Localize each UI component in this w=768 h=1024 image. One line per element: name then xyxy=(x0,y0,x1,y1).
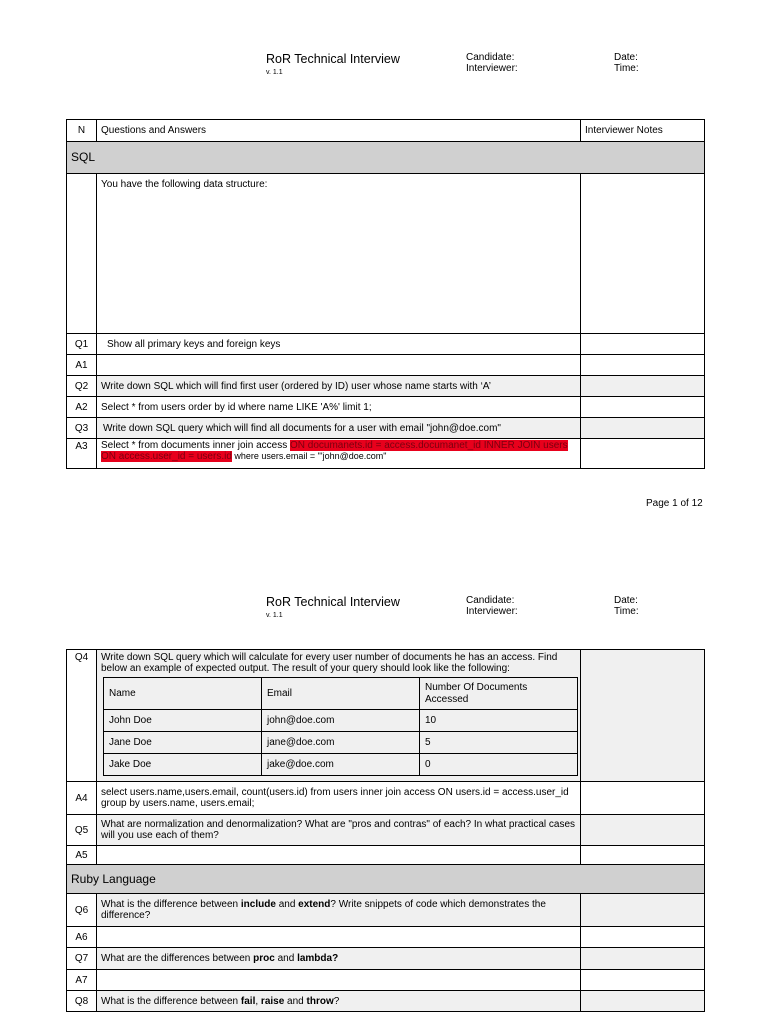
question-text: Write down SQL query which will find all documents for a user with email "john@doe.com" xyxy=(97,418,581,439)
example-header-name: Name xyxy=(104,678,262,710)
row-number: A7 xyxy=(67,970,97,991)
page-number: Page 1 of 12 xyxy=(646,498,703,509)
answer-text[interactable] xyxy=(97,846,581,865)
table-row xyxy=(67,894,705,927)
answer-text[interactable] xyxy=(97,927,581,948)
row-number: A1 xyxy=(67,355,97,376)
questions-table-page-2 xyxy=(66,649,705,1012)
notes-cell[interactable] xyxy=(581,355,705,376)
keyword: raise xyxy=(260,995,285,1007)
row-number: Q4 xyxy=(67,650,97,782)
keyword: lambda? xyxy=(297,953,339,964)
row-number: Q7 xyxy=(67,948,97,970)
question-text: What is the difference between include and extend? Write snippets of code which demonstrates the difference? xyxy=(97,894,581,927)
keyword: extend xyxy=(298,899,331,910)
table-row xyxy=(67,418,705,439)
candidate-label: Candidate: xyxy=(466,52,515,63)
row-number: Q1 xyxy=(67,334,97,355)
table-row xyxy=(67,397,705,418)
notes-cell[interactable] xyxy=(581,782,705,815)
notes-cell[interactable] xyxy=(581,815,705,846)
table-row xyxy=(67,991,705,1012)
header-n: N xyxy=(67,120,97,142)
row-number: Q6 xyxy=(67,894,97,927)
answer-text[interactable] xyxy=(97,970,581,991)
notes-cell[interactable] xyxy=(581,174,705,334)
table-row xyxy=(67,970,705,991)
row-number: A2 xyxy=(67,397,97,418)
table-row xyxy=(67,439,705,469)
notes-cell[interactable] xyxy=(581,376,705,397)
example-row xyxy=(104,710,578,732)
notes-cell[interactable] xyxy=(581,927,705,948)
questions-table-page-1 xyxy=(66,119,705,469)
answer-text[interactable] xyxy=(97,355,581,376)
example-cell: 10 xyxy=(420,710,578,732)
keyword: throw xyxy=(306,995,334,1007)
table-row xyxy=(67,376,705,397)
table-row xyxy=(67,846,705,865)
table-row xyxy=(67,355,705,376)
notes-cell[interactable] xyxy=(581,418,705,439)
interviewer-label: Interviewer: xyxy=(466,63,518,74)
row-number: A3 xyxy=(67,439,97,469)
notes-cell[interactable] xyxy=(581,948,705,970)
row-number: Q2 xyxy=(67,376,97,397)
notes-cell[interactable] xyxy=(581,991,705,1012)
candidate-label: Candidate: xyxy=(466,595,515,606)
example-row xyxy=(104,754,578,776)
example-header-email: Email xyxy=(262,678,420,710)
example-cell: 0 xyxy=(420,754,578,776)
table-header-row xyxy=(67,120,705,142)
keyword: include xyxy=(240,899,276,910)
example-cell: john@doe.com xyxy=(262,710,420,732)
date-label: Date: xyxy=(614,52,638,63)
highlighted-answer-text: ON documanets.id = access.documanet_id INNER JOIN users ON access.user_id = users.id xyxy=(101,440,568,462)
notes-cell[interactable] xyxy=(581,650,705,782)
question-text: What are normalization and denormalization? What are "pros and contras" of each? In what practical cases will you use each of them? xyxy=(97,815,581,846)
example-header-count: Number Of Documents Accessed xyxy=(420,678,578,710)
row-number: Q5 xyxy=(67,815,97,846)
document-title: RoR Technical Interview xyxy=(266,52,400,66)
table-row xyxy=(67,927,705,948)
section-title-sql: SQL xyxy=(67,142,705,174)
section-row-sql xyxy=(67,142,705,174)
table-row xyxy=(67,948,705,970)
table-row xyxy=(67,334,705,355)
document-title: RoR Technical Interview xyxy=(266,595,400,609)
example-cell: jane@doe.com xyxy=(262,732,420,754)
table-row xyxy=(67,650,705,782)
document-version: v. 1.1 xyxy=(266,69,283,76)
header-notes: Interviewer Notes xyxy=(581,120,705,142)
question-text-body: Write down SQL query which will calculate for every user number of documents he has an access. Find below an example of expected output. The result of your query should look like the following: xyxy=(101,652,558,674)
document-version: v. 1.1 xyxy=(266,612,283,619)
section-title-ruby: Ruby Language xyxy=(67,865,705,894)
table-row xyxy=(67,815,705,846)
question-text: Show all primary keys and foreign keys xyxy=(97,334,581,355)
intro-row xyxy=(67,174,705,334)
time-label: Time: xyxy=(614,63,639,74)
question-text: Write down SQL which will find first user (ordered by ID) user whose name starts with ‘A’ xyxy=(97,376,581,397)
row-number: Q3 xyxy=(67,418,97,439)
section-row-ruby xyxy=(67,865,705,894)
interviewer-label: Interviewer: xyxy=(466,606,518,617)
keyword: proc xyxy=(253,953,275,964)
example-output-table xyxy=(103,677,578,776)
example-cell: jake@doe.com xyxy=(262,754,420,776)
example-header-row xyxy=(104,678,578,710)
example-row xyxy=(104,732,578,754)
notes-cell[interactable] xyxy=(581,397,705,418)
question-text: What are the differences between proc and lambda? xyxy=(97,948,581,970)
answer-text-part: Select * from documents inner join access xyxy=(101,440,290,451)
row-number: A5 xyxy=(67,846,97,865)
notes-cell[interactable] xyxy=(581,846,705,865)
question-text: What is the difference between fail, raise and throw? xyxy=(97,991,581,1012)
date-label: Date: xyxy=(614,595,638,606)
example-cell: 5 xyxy=(420,732,578,754)
row-number: Q8 xyxy=(67,991,97,1012)
row-number: A6 xyxy=(67,927,97,948)
intro-text: You have the following data structure: xyxy=(97,174,581,334)
notes-cell[interactable] xyxy=(581,894,705,927)
page-2 xyxy=(0,540,768,1024)
time-label: Time: xyxy=(614,606,639,617)
answer-text[interactable]: select users.name,users.email, count(users.id) from users inner join access ON users.id = access.user_id group by users.name, users.email; xyxy=(97,782,581,815)
answer-text[interactable] xyxy=(97,439,581,469)
header-questions: Questions and Answers xyxy=(97,120,581,142)
example-cell: Jane Doe xyxy=(104,732,262,754)
example-cell: John Doe xyxy=(104,710,262,732)
table-row xyxy=(67,782,705,815)
row-number: A4 xyxy=(67,782,97,815)
keyword: fail xyxy=(240,995,256,1007)
notes-cell[interactable] xyxy=(581,970,705,991)
notes-cell[interactable] xyxy=(581,334,705,355)
question-text xyxy=(97,650,581,782)
example-cell: Jake Doe xyxy=(104,754,262,776)
answer-text-part: where users.email = "'john@doe.com" xyxy=(231,451,387,461)
answer-text[interactable]: Select * from users order by id where name LIKE 'A%' limit 1; xyxy=(97,397,581,418)
notes-cell[interactable] xyxy=(581,439,705,469)
